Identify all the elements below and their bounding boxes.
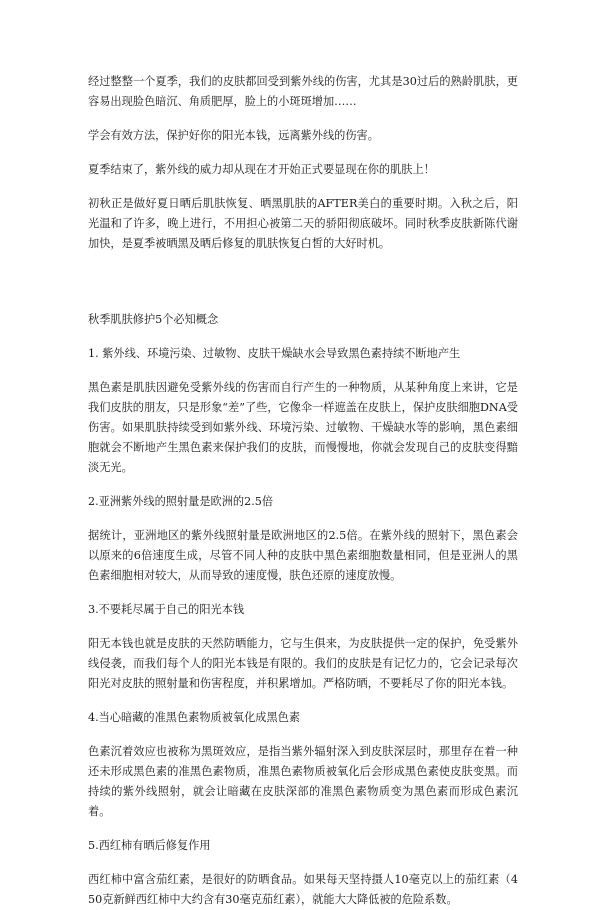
concept-2-heading: 2.亚洲紫外线的照射量是欧洲的2.5倍 bbox=[88, 495, 274, 508]
concept-1-heading: 1. 紫外线、环境污染、过敏物、皮肤干燥缺水会导致黑色素持续不断地产生 bbox=[88, 347, 461, 360]
article bbox=[88, 72, 518, 910]
intro-paragraph-4: 初秋正是做好夏日晒后肌肤恢复、晒黑肌肤的AFTER美白的重要时期。入秋之后，阳光温和了许多，晚上进行，不用担心被第二天的骄阳彻底破坏。同时秋季皮肤新陈代谢加快，是夏季被晒黑及晒后修复的肌肤恢复白皙的大好时机。 bbox=[88, 197, 518, 250]
concept-2-body: 据统计，亚洲地区的紫外线照射量是欧洲地区的2.5倍。在紫外线的照射下，黑色素会以原来的6倍速度生成，尽管不同人种的皮肤中黑色素细胞数量相同，但是亚洲人的黑色素细胞相对较大，从而导致的速度慢，肤色还原的速度放慢。 bbox=[88, 529, 518, 582]
concept-1-body: 黑色素是肌肤因避免受紫外线的伤害而自行产生的一种物质，从某种角度上来讲，它是我们皮肤的朋友，只是形象“差”了些，它像伞一样遮盖在皮肤上，保护皮肤细胞DNA受伤害。如果肌肤持续受到如紫外线、环境污染、过敏物、干燥缺水等的影响，黑色素细胞就会不断地产生黑色素来保护我们的皮肤，而慢慢地，你就会发现自己的皮肤变得黯淡无光。 bbox=[88, 381, 518, 474]
concept-3-heading: 3.不要耗尽属于自己的阳光本钱 bbox=[88, 603, 245, 616]
concept-4-heading: 4.当心暗藏的准黑色素物质被氧化成黑色素 bbox=[88, 711, 301, 724]
concept-5-heading: 5.西红柿有晒后修复作用 bbox=[88, 839, 211, 852]
concept-4-body: 色素沉着效应也被称为黑斑效应，是指当紫外辐射深入到皮肤深层时，那里存在着一种还未形成黑色素的准黑色素物质，准黑色素物质被氧化后会形成黑色素使皮肤变黑。而持续的紫外线照射，就会让暗藏在皮肤深部的准黑色素物质变为黑色素而形成色素沉着。 bbox=[88, 745, 518, 818]
section-title: 秋季肌肤修护5个必知概念 bbox=[88, 313, 219, 326]
intro-paragraph-2: 学会有效方法，保护好你的阳光本钱，远离紫外线的伤害。 bbox=[88, 129, 379, 142]
concept-3-body: 阳无本钱也就是皮肤的天然防晒能力，它与生俱来，为皮肤提供一定的保护，免受紫外线侵袭，而我们每个人的阳光本钱是有限的。我们的皮肤是有记忆力的，它会记录每次阳光对皮肤的照射量和伤害程度，并积累增加。严格防晒，不要耗尽了你的阳光本钱。 bbox=[88, 637, 518, 690]
concept-5-body: 西红柿中富含茄红素，是很好的防晒食品。如果每天坚持摄人10毫克以上的茄红素（450克新鲜西红柿中大约含有30毫克茄红素），就能大大降低被的危险系数。 bbox=[88, 873, 518, 906]
intro-paragraph-3: 夏季结束了，紫外线的威力却从现在才开始正式要显现在你的肌肤上！ bbox=[88, 163, 435, 176]
intro-paragraph-1: 经过整整一个夏季，我们的皮肤都回受到紫外线的伤害，尤其是30过后的熟龄肌肤，更容易出现脸色暗沉、角质肥厚，脸上的小斑斑增加…… bbox=[88, 75, 518, 108]
